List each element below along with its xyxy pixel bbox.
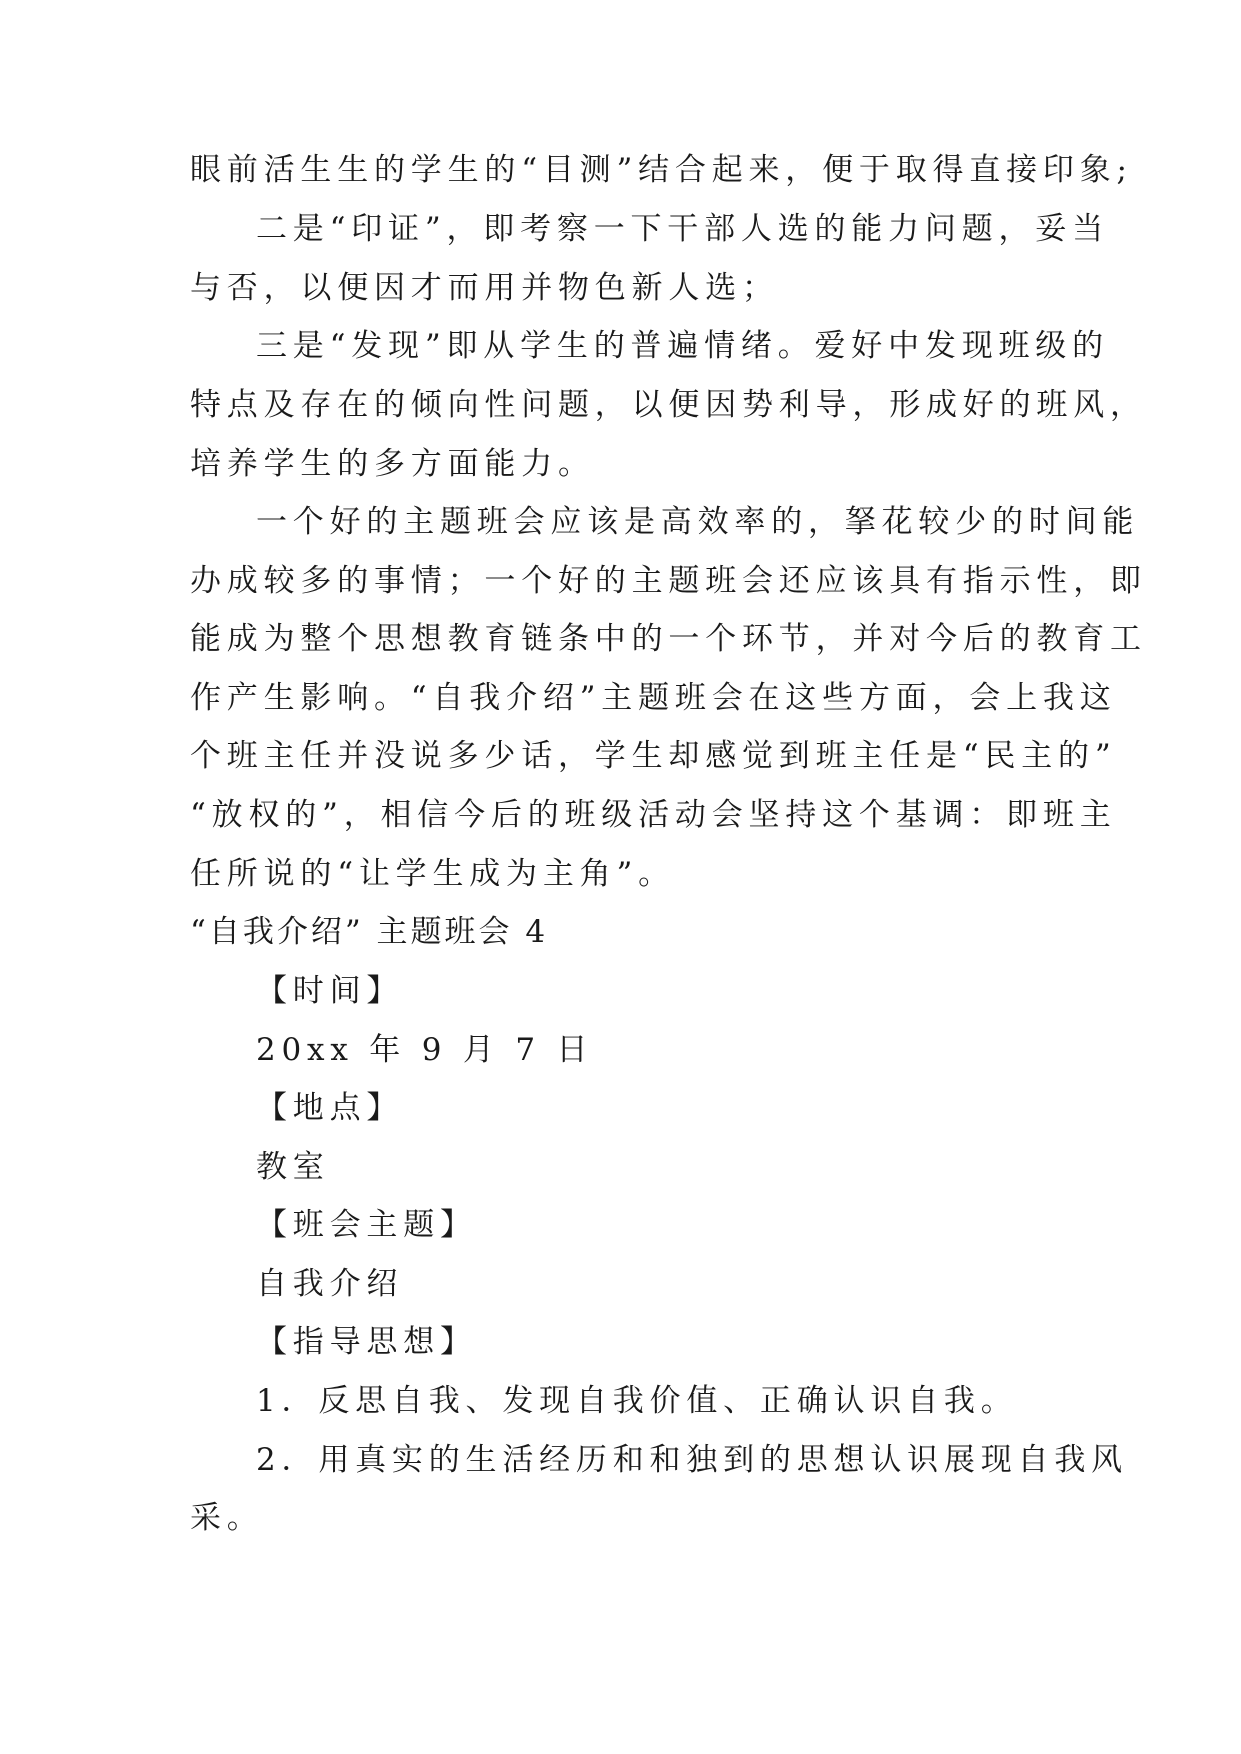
paragraph-line: 作产生影响。“自我介绍”主题班会在这些方面，会上我这 [190,680,1117,716]
guide-item: 采。 [190,1500,264,1536]
paragraph-line: 能成为整个思想教育链条中的一个环节，并对今后的教育工 [190,621,1147,657]
paragraph-line: 二是“印证”，即考察一下干部人选的能力问题，妥当 [256,211,1109,247]
paragraph-line: 个班主任并没说多少话，学生却感觉到班主任是“民主的” [190,738,1117,774]
guide-item: 1．反思自我、发现自我价值、正确认识自我。 [256,1383,1018,1419]
guide-item: 2．用真实的生活经历和和独到的思想认识展现自我风 [256,1442,1128,1478]
paragraph-line: 与否，以便因才而用并物色新人选； [190,270,779,306]
time-value: 20xx 年 9 月 7 日 [256,1032,594,1068]
guide-label: 【指导思想】 [256,1324,477,1360]
paragraph-line: 办成较多的事情；一个好的主题班会还应该具有指示性，即 [190,563,1147,599]
paragraph-line: 培养学生的多方面能力。 [190,446,595,482]
paragraph-line: 任所说的“让学生成为主角”。 [190,856,675,892]
theme-value: 自我介绍 [256,1266,404,1302]
place-label: 【地点】 [256,1090,404,1126]
place-value: 教室 [256,1149,330,1185]
paragraph-line: 眼前活生生的学生的“目测”结合起来，便于取得直接印象; [190,152,1133,188]
paragraph-line: “放权的”，相信今后的班级活动会坚持这个基调：即班主 [190,797,1117,833]
time-label: 【时间】 [256,973,404,1009]
paragraph-line: 一个好的主题班会应该是高效率的，拏花较少的时间能 [256,504,1140,540]
section-title: “自我介绍” 主题班会 4 [190,914,549,950]
paragraph-line: 三是“发现”即从学生的普遍情绪。爱好中发现班级的 [256,328,1109,364]
theme-label: 【班会主题】 [256,1207,477,1243]
paragraph-line: 特点及存在的倾向性问题，以便因势利导，形成好的班风， [190,387,1147,423]
